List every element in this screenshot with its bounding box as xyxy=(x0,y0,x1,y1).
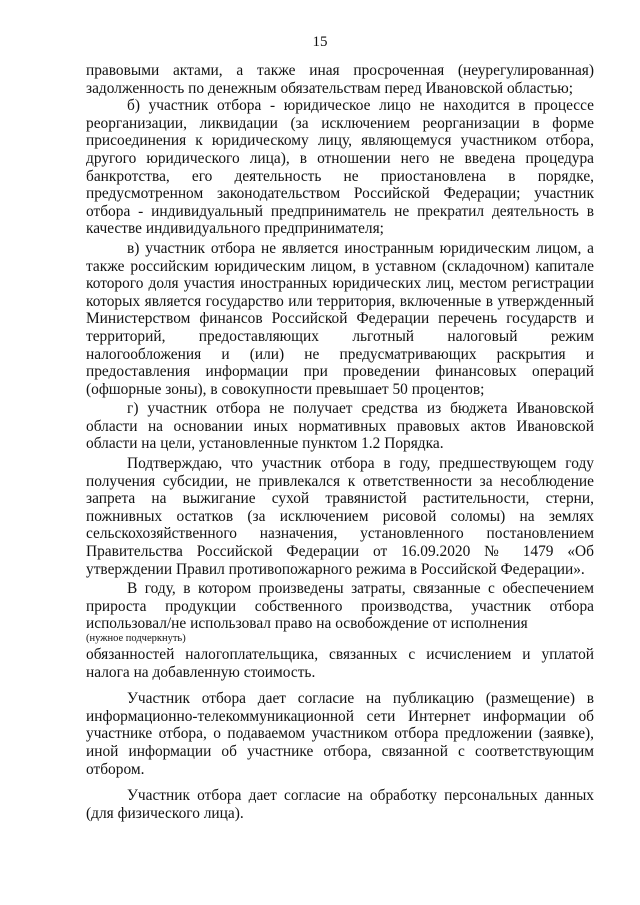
paragraph-personal-data-consent: Участник отбора дает согласие на обработку персональных данных (для физического лица). xyxy=(86,787,594,822)
paragraph-item-b: б) участник отбора - юридическое лицо не находится в процессе реорганизации, ликвидации (за исключением реорганизации в форме присоединения к юридическому лицу, являющемуся участником отбора, другого юридического лица), в отношении него не введена процедура банкротства, его деятельность не приостановлена в порядке, предусмотренном законодательством Российской Федерации; участник отбора - индивидуальный предприниматель не прекратил деятельность в качестве индивидуального предпринимателя; xyxy=(86,97,594,238)
page-number: 15 xyxy=(312,34,328,50)
paragraph-tax-exemption-continued: обязанностей налогоплательщика, связанных с исчислением и уплатой налога на добавленную стоимость. xyxy=(86,646,594,681)
paragraph-item-g: г) участник отбора не получает средства из бюджета Ивановской области на основании иных нормативных правовых актов Ивановской области на цели, установленные пунктом 1.2 Порядка. xyxy=(86,400,594,453)
paragraph-confirmation: Подтверждаю, что участник отбора в году, предшествующем году получения субсидии, не привлекался к ответственности за несоблюдение запрета на выжигание сухой травянистой растительности, стерни, пожнивных остатков (за исключением рисовой соломы) на землях сельскохозяйственного назначения, установленного постановлением Правительства Российской Федерации от 16.09.2020 № 1479 «Об утверждении Правил противопожарного режима в Российской Федерации». xyxy=(86,455,594,578)
underline-note: (нужное подчеркнуть) xyxy=(86,633,186,644)
paragraph-item-v: в) участник отбора не является иностранным юридическим лицом, а также российским юридическим лицом, в уставном (складочном) капитале которого доля участия иностранных юридических лиц, местом регистрации которых является государство или территория, включенные в утвержденный Министерством финансов Российской Федерации перечень государств и территорий, предоставляющих льготный налоговый режим налогообложения и (или) не предусматривающих раскрытия и предоставления информации при проведении финансовых операций (офшорные зоны), в совокупности превышает 50 процентов; xyxy=(86,239,594,398)
paragraph-publication-consent: Участник отбора дает согласие на публикацию (размещение) в информационно-телекоммуникационной сети Интернет информации об участнике отбора, о подаваемом участником отбора предложении (заявке), иной информации об участнике отбора, связанной с соответствующим отбором. xyxy=(86,690,594,778)
paragraph-continuation: правовыми актами, а также иная просроченная (неурегулированная) задолженность по денежным обязательствам перед Ивановской областью; xyxy=(86,62,594,97)
paragraph-tax-exemption: В году, в котором произведены затраты, связанные с обеспечением прироста продукции собственного производства, участник отбора использовал/не использовал право на освобождение от исполнения xyxy=(86,580,594,633)
document-body xyxy=(86,62,594,822)
